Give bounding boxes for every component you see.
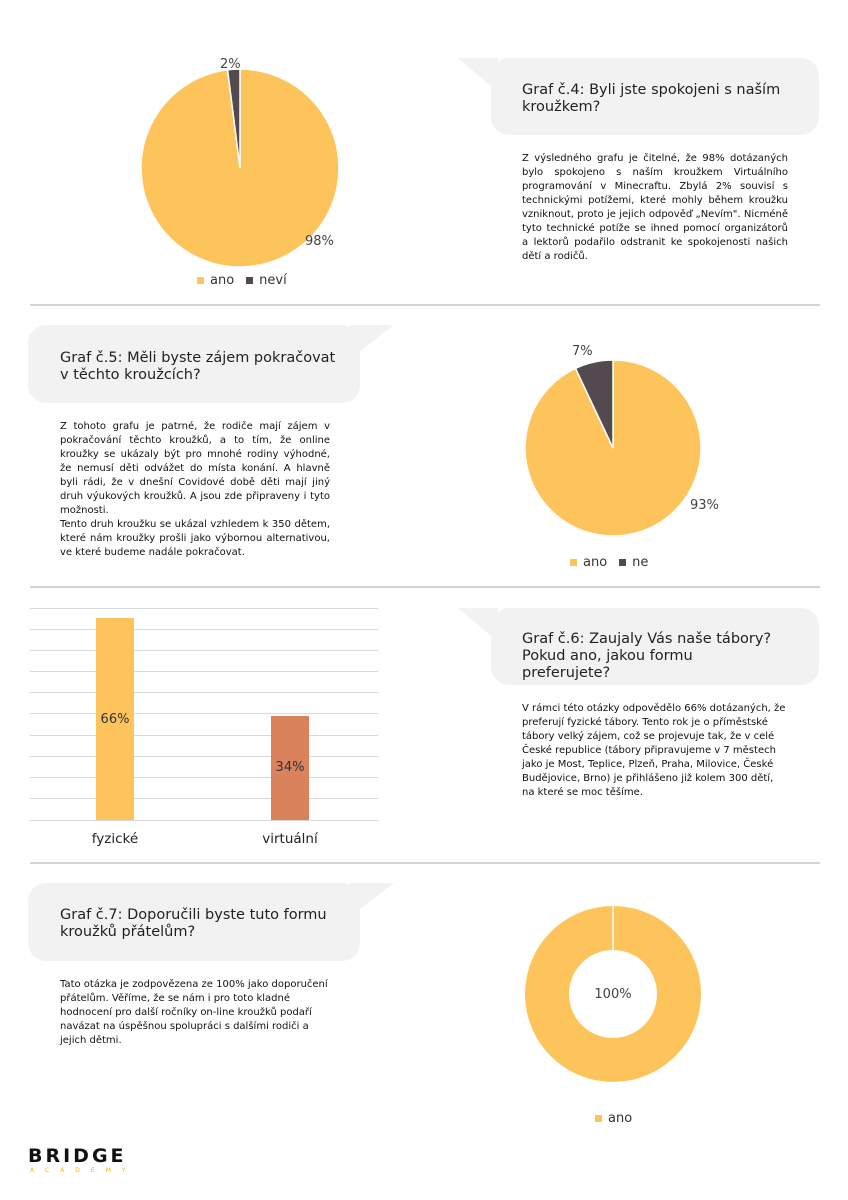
category-virtualni: virtuální [262, 831, 318, 847]
legend-label-ano: ano [583, 555, 608, 570]
gridline [30, 650, 378, 651]
legend-swatch-ano [197, 277, 204, 284]
pie-4-legend [197, 273, 287, 288]
section-title-6: Graf č.6: Zaujaly Vás naše tábory? Pokud ano, jakou formu preferujete? [522, 631, 772, 681]
section-text-4 [522, 152, 788, 264]
gridline [30, 713, 378, 714]
bubble-tail-6 [458, 608, 498, 642]
paragraph: Z tohoto grafu je patrné, že rodiče mají zájem v pokračování těchto kroužků, a to tím, že online kroužky se ukázaly být pro mnohé rodiny výhodné, že nemusí děti odvážet do místa konání. A hlavně byli rádi, že v dnešní Covidové době děti mají jiný druh výukových kroužků. A jsou zde připraveny i tyto možnosti. [60, 421, 330, 516]
paragraph: V rámci této otázky odpovědělo 66% dotázaných, že preferují fyzické tábory. Tento rok je o příměstské tábory velký zájem, což se projevuje tak, že v celé České republice (tábory připravujeme v 7 městech jako je Most, Teplice, Plzeň, Praha, Milovice, České Budějovice, Brno) je přihlášeno již kolem 300 dětí, na které se moc těšíme. [522, 703, 786, 798]
pie-5-label-ne: 7% [572, 344, 593, 359]
bar-label-fyzicke: 66% [100, 712, 130, 727]
paragraph: Z výsledného grafu je čitelné, že 98% dotázaných bylo spokojeno s naším kroužkem Virtuálního programování v Minecraftu. Zbylá 2% souvisí s technickými potížemi, které mohly během kroužku vzniknout, proto je jejich odpověď „Nevím". Nicméně tyto technické potíže se ihned pomocí organizátorů a lektorů podařilo odstranit ke spokojenosti našich dětí a rodičů. [522, 153, 788, 262]
bridge-academy-logo [28, 1147, 137, 1175]
legend-label-ano: ano [210, 273, 235, 288]
legend-swatch-ano [595, 1115, 602, 1122]
gridline [30, 608, 378, 609]
gridline [30, 756, 378, 757]
bubble-tail-7 [350, 883, 394, 917]
paragraph: Tento druh kroužku se ukázal vzhledem k 350 dětem, které nám kroužky prošli jako výbornou alternativou, ve které budeme nadále pokračovat. [60, 519, 330, 558]
legend-swatch-nevi [246, 277, 253, 284]
bar-label-virtualni: 34% [275, 760, 305, 775]
gridline [30, 820, 378, 821]
section-text-5 [60, 420, 330, 560]
donut-7-center-label: 100% [594, 987, 632, 1002]
section-title-4: Graf č.4: Byli jste spokojeni s naším kroužkem? [522, 82, 781, 115]
bubble-tail-5 [350, 325, 394, 359]
gridline [30, 798, 378, 799]
divider-3 [30, 862, 820, 864]
gridline [30, 629, 378, 630]
section-title-5: Graf č.5: Měli byste zájem pokračovat v těchto kroužcích? [60, 350, 336, 383]
pie-4-label-ano: 98% [305, 234, 334, 249]
pie-4-label-nevi: 2% [220, 57, 241, 72]
logo-sub-text: ACADEMY [30, 1167, 137, 1174]
legend-swatch-ne [619, 559, 626, 566]
legend-label-ne: ne [632, 555, 649, 570]
section-text-7 [60, 978, 330, 1048]
divider-2 [30, 586, 820, 588]
gridline [30, 692, 378, 693]
section-title-7: Graf č.7: Doporučili byste tuto formu kroužků přátelům? [60, 907, 327, 940]
legend-label-ano: ano [608, 1111, 633, 1126]
pie-5-legend [570, 555, 648, 570]
category-fyzicke: fyzické [91, 831, 139, 847]
donut-7-legend [595, 1111, 632, 1126]
legend-label-nevi: neví [259, 273, 287, 288]
legend-swatch-ano [570, 559, 577, 566]
paragraph: Tato otázka je zodpovězena ze 100% jako doporučení přátelům. Věříme, že se nám i pro toto kladné hodnocení pro další ročníky on-line kroužků podaří navázat na úspěšnou spolupráci s dalšími rodiči a jejich dětmi. [60, 979, 328, 1046]
pie-5-label-ano: 93% [690, 498, 719, 513]
divider-1 [30, 304, 820, 306]
gridline [30, 777, 378, 778]
pie-chart-5 [524, 359, 702, 537]
bubble-tail-4 [458, 58, 498, 92]
logo-main-text: BRIDGE [28, 1145, 127, 1167]
section-text-6 [522, 702, 788, 800]
gridline [30, 671, 378, 672]
gridline [30, 735, 378, 736]
